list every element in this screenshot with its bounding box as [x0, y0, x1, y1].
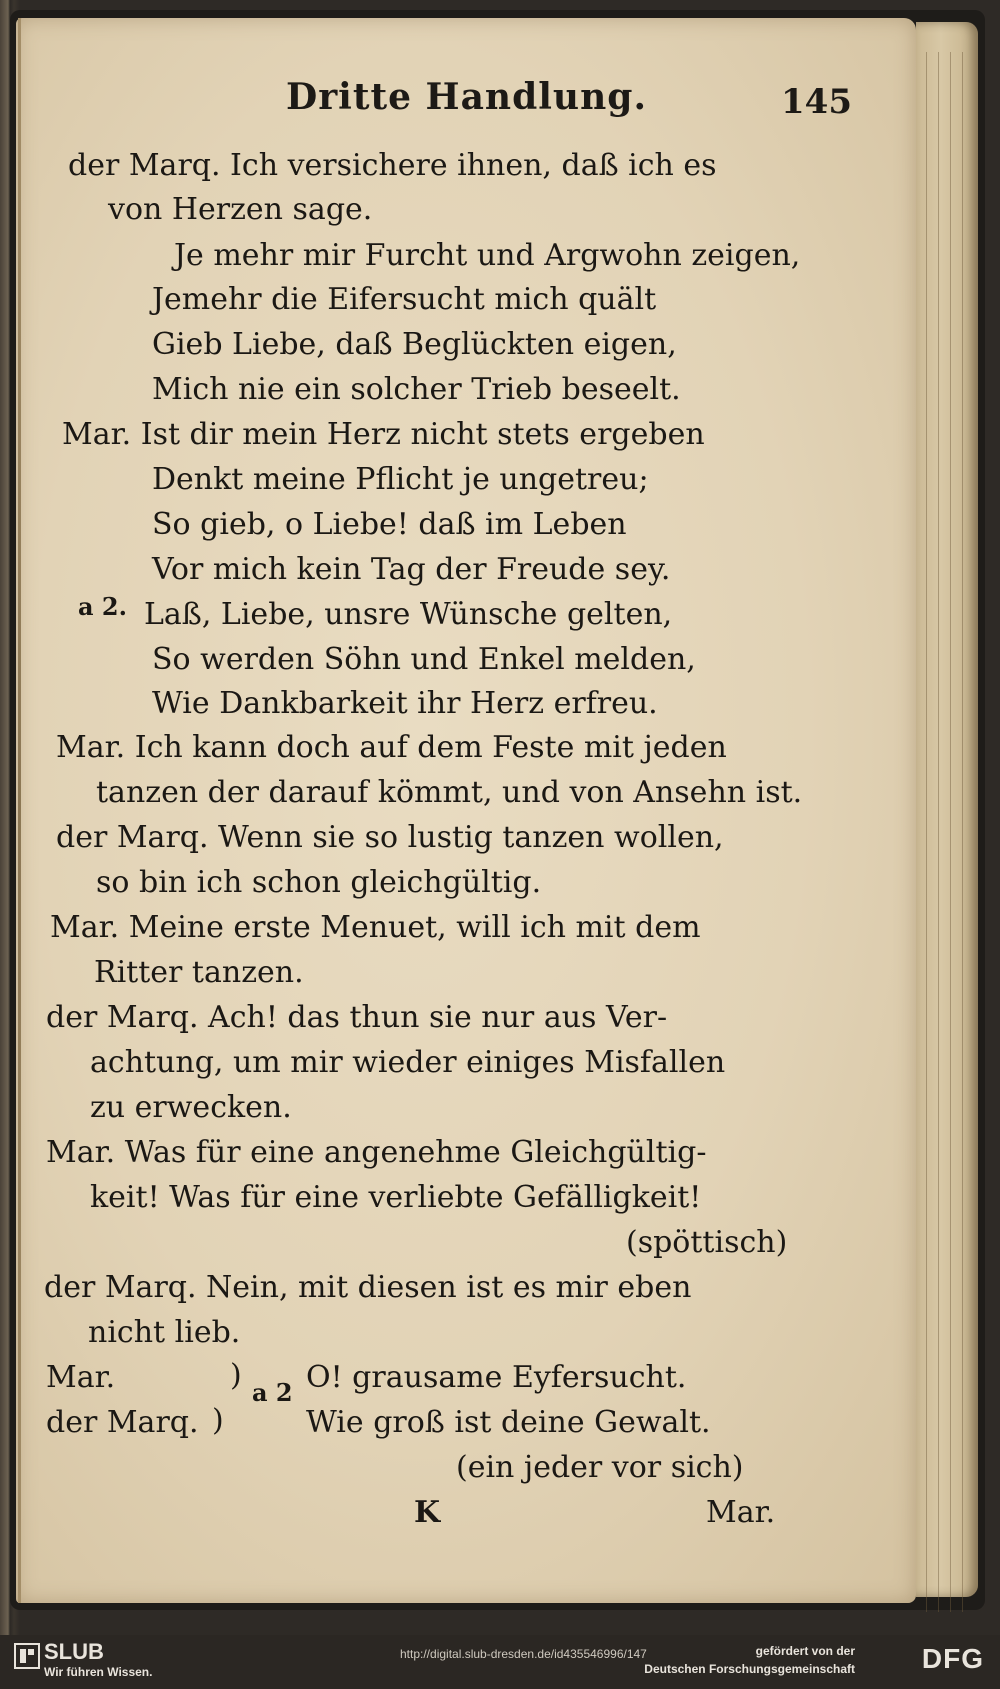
- library-name: SLUB: [44, 1639, 104, 1664]
- library-tagline: Wir führen Wissen.: [44, 1665, 153, 1679]
- page-number: 145: [781, 82, 852, 122]
- running-title: Dritte Handlung.: [286, 76, 647, 118]
- text-line: Mar. Ich kann doch auf dem Feste mit jeden: [56, 730, 727, 765]
- text-line: so bin ich schon gleichgültig.: [96, 865, 542, 900]
- verse-line: Denkt meine Pflicht je ungetreu;: [152, 462, 649, 497]
- verse-line: Wie Dankbarkeit ihr Herz erfreu.: [152, 686, 658, 721]
- text-line: Ritter tanzen.: [94, 955, 304, 990]
- spine-edge: [18, 18, 21, 1603]
- brace-bottom: ): [212, 1403, 224, 1438]
- verse-line: Jemehr die Eifersucht mich quält: [152, 282, 657, 317]
- verse-line: So werden Söhn und Enkel melden,: [152, 642, 696, 677]
- text-line: zu erwecken.: [90, 1090, 292, 1125]
- text-line: Mar. Was für eine angenehme Gleichgültig-: [46, 1135, 707, 1170]
- verse-line: Gieb Liebe, daß Beglückten eigen,: [152, 327, 677, 362]
- verse-line: Wie groß ist deine Gewalt.: [306, 1405, 711, 1440]
- viewer-footer: [0, 1635, 1000, 1689]
- brace-top: ): [230, 1358, 242, 1393]
- source-url[interactable]: http://digital.slub-dresden.de/id435546996/147: [400, 1647, 647, 1661]
- dfg-logo: DFG: [921, 1643, 984, 1674]
- duet-speaker-2: der Marq.: [46, 1405, 199, 1440]
- page-edges: [916, 22, 978, 1597]
- slub-logo-icon: [14, 1643, 40, 1669]
- duet-speaker-1: Mar.: [46, 1360, 116, 1395]
- funder-text-2: Deutschen Forschungsgemeinschaft: [644, 1662, 855, 1676]
- text-line: von Herzen sage.: [108, 192, 373, 227]
- text-line: Mar. Meine erste Menuet, will ich mit dem: [50, 910, 701, 945]
- text-line: nicht lieb.: [88, 1315, 241, 1350]
- text-line: keit! Was für eine verliebte Gefälligkeit!: [90, 1180, 702, 1215]
- text-line: der Marq. Ich versichere ihnen, daß ich es: [68, 148, 717, 183]
- text-line: der Marq. Ach! das thun sie nur aus Ver-: [46, 1000, 668, 1035]
- verse-line: So gieb, o Liebe! daß im Leben: [152, 507, 627, 542]
- book-page: [16, 18, 916, 1603]
- funder-text-1: gefördert von der: [755, 1644, 855, 1658]
- text-line: achtung, um mir wieder einiges Misfallen: [90, 1045, 726, 1080]
- verse-line: Laß, Liebe, unsre Wünsche gelten,: [144, 597, 673, 632]
- text-line: Mar. Ist dir mein Herz nicht stets ergeben: [62, 417, 705, 452]
- catchword: Mar.: [706, 1495, 776, 1530]
- verse-line: Vor mich kein Tag der Freude sey.: [152, 552, 671, 587]
- text-line: tanzen der darauf kömmt, und von Ansehn ist.: [96, 775, 803, 810]
- signature-mark: K: [414, 1495, 441, 1530]
- verse-line: Mich nie ein solcher Trieb beseelt.: [152, 372, 681, 407]
- duet-marker-a2: a 2: [252, 1378, 293, 1407]
- stage-direction: (spöttisch): [626, 1225, 788, 1260]
- text-line: der Marq. Nein, mit diesen ist es mir eben: [44, 1270, 692, 1305]
- text-line: der Marq. Wenn sie so lustig tanzen wollen,: [56, 820, 724, 855]
- page-body: [16, 18, 916, 1603]
- verse-line: O! grausame Eyfersucht.: [306, 1360, 687, 1395]
- stage-direction: (ein jeder vor sich): [456, 1450, 744, 1485]
- verse-line: Je mehr mir Furcht und Argwohn zeigen,: [174, 238, 801, 273]
- duet-marker: a 2.: [78, 592, 127, 621]
